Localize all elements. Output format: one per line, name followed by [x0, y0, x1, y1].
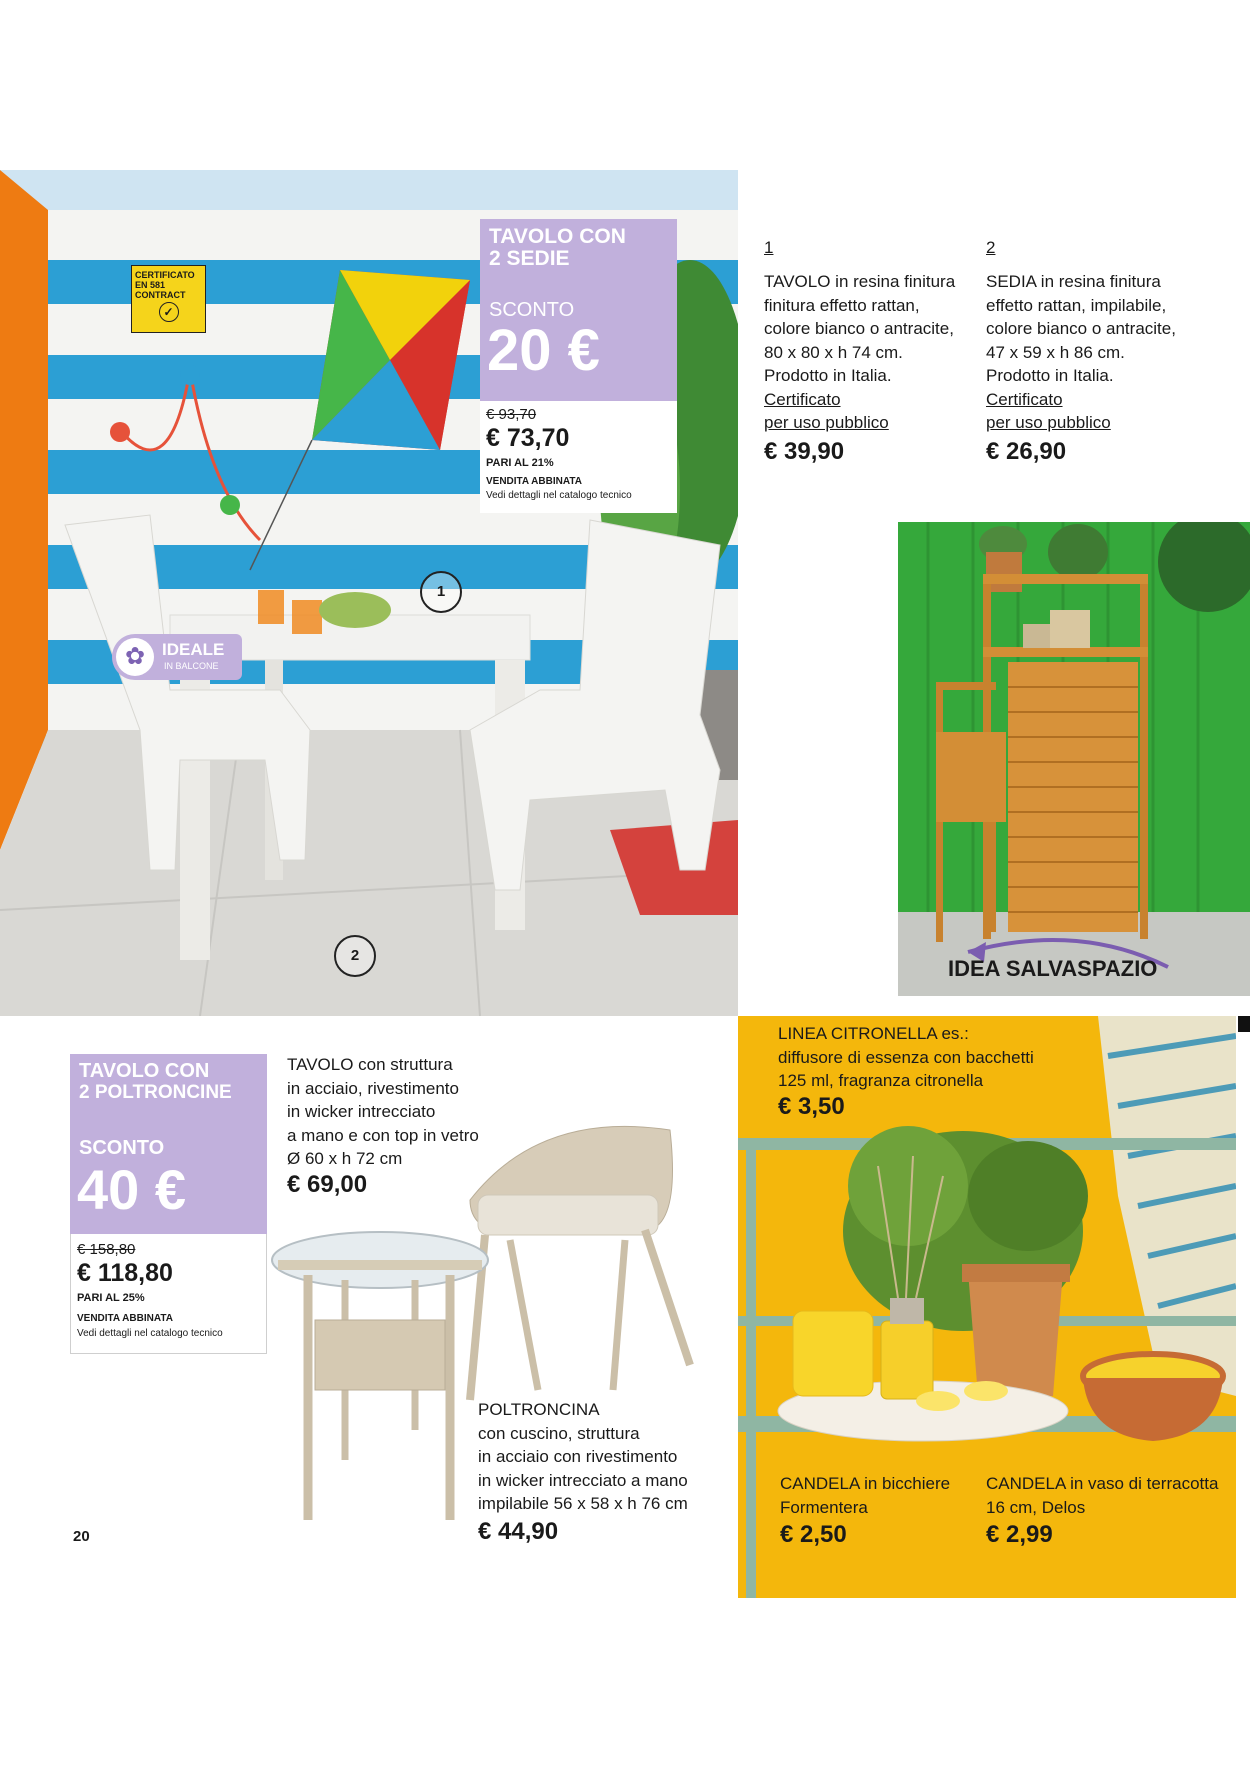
product1-number: 1 — [764, 238, 774, 257]
offer2-vendita: VENDITA ABBINATA — [77, 1313, 173, 1324]
product2-line: Prodotto in Italia. — [986, 366, 1114, 385]
offer2-badge — [70, 1054, 267, 1234]
offer1-percent: PARI AL 21% — [486, 457, 554, 469]
folding-furniture-photo — [898, 522, 1250, 996]
offer2-old-price: € 158,80 — [77, 1241, 136, 1258]
candela-vaso-line: CANDELA in vaso di terracotta — [986, 1474, 1219, 1493]
product2-line: SEDIA in resina finitura — [986, 272, 1161, 291]
candela-bicchiere-line: Formentera — [780, 1497, 868, 1517]
citronella-price: € 3,50 — [778, 1092, 845, 1120]
tavolo-wicker-line: a mano e con top in vetro — [287, 1125, 479, 1145]
offer1-badge — [480, 219, 677, 401]
flower-icon: ✿ — [116, 638, 154, 676]
poltroncina-price: € 44,90 — [478, 1517, 559, 1545]
page-edge-tab — [1238, 1016, 1250, 1032]
offer2-price-box — [70, 1234, 267, 1354]
product1-line: TAVOLO in resina finitura — [764, 272, 956, 291]
product1-line: Certificato — [764, 389, 841, 409]
ideale-badge — [112, 634, 242, 680]
certificate-line3: CONTRACT — [135, 290, 186, 300]
ideale-line1: IDEALE — [162, 640, 225, 659]
product2-line: Certificato — [986, 389, 1063, 409]
offer2-sconto-label: SCONTO — [79, 1137, 165, 1159]
candela-vaso-price: € 2,99 — [986, 1521, 1053, 1548]
product1-price: € 39,90 — [764, 437, 845, 465]
product1-line: colore bianco o antracite, — [764, 319, 954, 338]
citronella-line: LINEA CITRONELLA es.: — [778, 1024, 969, 1043]
offer2-note: Vedi dettagli nel catalogo tecnico — [77, 1328, 223, 1339]
tavolo-wicker-line: Ø 60 x h 72 cm — [287, 1149, 403, 1168]
folding-furniture-illustration — [898, 522, 1250, 996]
ideale-line2: IN BALCONE — [164, 661, 219, 671]
certificate-badge — [131, 265, 206, 333]
marker-1: 1 — [420, 571, 462, 613]
product2-desc — [986, 270, 1216, 435]
offer1-vendita: VENDITA ABBINATA — [486, 476, 582, 487]
product1-line: finitura effetto rattan, — [764, 295, 920, 315]
offer2-title-line2: 2 POLTRONCINE — [79, 1082, 232, 1103]
offer1-sconto-label: SCONTO — [489, 299, 575, 321]
offer2-title-line1: TAVOLO CON — [79, 1060, 210, 1082]
tavolo-wicker-line: in acciaio, rivestimento — [287, 1078, 459, 1098]
offer2-new-price: € 118,80 — [77, 1259, 173, 1287]
product2-line: per uso pubblico — [986, 413, 1111, 432]
offer1-old-price: € 93,70 — [486, 406, 537, 423]
citronella-line: diffusore di essenza con bacchetti — [778, 1047, 1034, 1067]
tavolo-wicker-price: € 69,00 — [287, 1170, 368, 1198]
poltroncina-line: con cuscino, struttura — [478, 1423, 640, 1443]
idea-salvaspazio-label: IDEA SALVASPAZIO — [948, 956, 1158, 981]
marker-2: 2 — [334, 935, 376, 977]
offer1-new-price: € 73,70 — [486, 424, 570, 452]
certificate-line2: EN 581 — [135, 280, 166, 290]
product1-block — [764, 238, 974, 466]
product1-line: Prodotto in Italia. — [764, 366, 892, 385]
product2-number: 2 — [986, 238, 996, 257]
offer1-title-line2: 2 SEDIE — [489, 247, 570, 270]
offer1-price-box — [480, 401, 677, 513]
poltroncina-line: in wicker intrecciato a mano — [478, 1470, 688, 1490]
product2-line: 47 x 59 x h 86 cm. — [986, 342, 1125, 362]
page-number: 20 — [73, 1528, 90, 1545]
poltroncina-line: in acciaio con rivestimento — [478, 1447, 678, 1466]
candela-vaso-line: 16 cm, Delos — [986, 1497, 1086, 1517]
product2-block — [986, 238, 1216, 466]
offer1-sconto-value: 20 € — [487, 318, 600, 383]
candela-bicchiere-block — [780, 1472, 950, 1547]
candela-bicchiere-price: € 2,50 — [780, 1521, 847, 1548]
product1-line: 80 x 80 x h 74 cm. — [764, 342, 903, 362]
citronella-line: 125 ml, fragranza citronella — [778, 1071, 984, 1090]
tavolo-wicker-line: TAVOLO con struttura — [287, 1055, 453, 1074]
offer2-percent: PARI AL 25% — [77, 1292, 145, 1304]
poltroncina-line: POLTRONCINA — [478, 1400, 600, 1419]
poltroncina-line: impilabile 56 x 58 x h 76 cm — [478, 1494, 688, 1513]
poltroncina-block — [478, 1398, 688, 1543]
product2-price: € 26,90 — [986, 437, 1067, 465]
product1-line: per uso pubblico — [764, 413, 889, 432]
tavolo-wicker-line: in wicker intrecciato — [287, 1102, 436, 1121]
offer1-note: Vedi dettagli nel catalogo tecnico — [486, 490, 632, 501]
certificate-line1: CERTIFICATO — [135, 270, 195, 280]
offer1-title-line1: TAVOLO CON — [489, 225, 626, 248]
candela-vaso-block — [986, 1472, 1218, 1547]
candela-bicchiere-line: CANDELA in bicchiere — [780, 1474, 951, 1493]
product2-line: effetto rattan, impilabile, — [986, 295, 1167, 315]
product1-desc — [764, 270, 974, 435]
citronella-block — [778, 1022, 1034, 1118]
offer2-sconto-value: 40 € — [77, 1158, 186, 1221]
product2-line: colore bianco o antracite, — [986, 319, 1176, 338]
checkmark-icon: ✓ — [159, 302, 179, 322]
